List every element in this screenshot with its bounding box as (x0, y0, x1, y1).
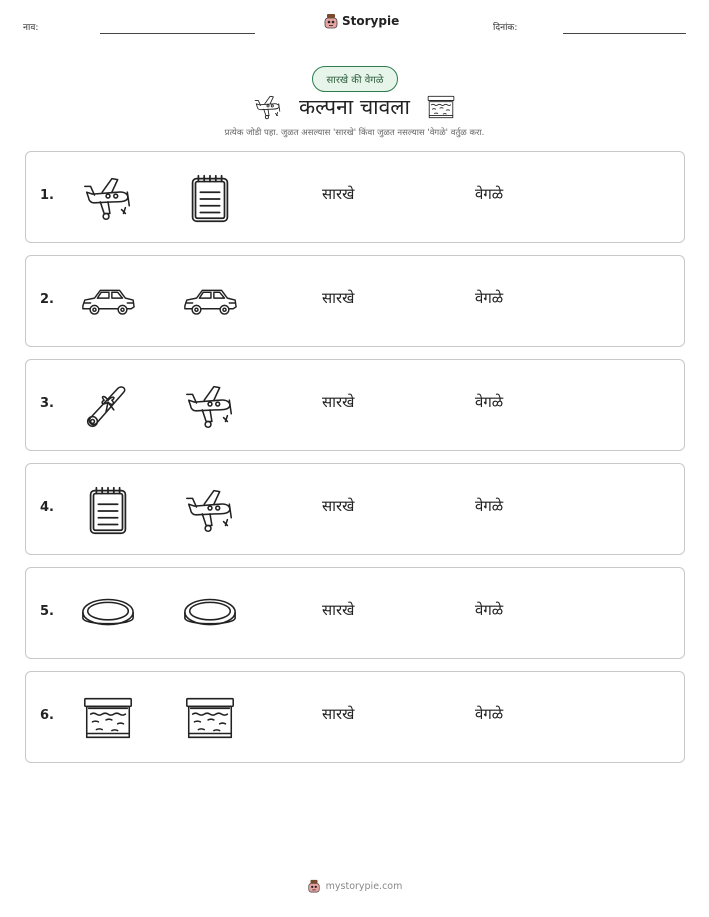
left-picture (79, 690, 137, 746)
option-same[interactable]: सारखे (322, 601, 355, 619)
row-number: 6. (40, 708, 54, 723)
left-picture (79, 170, 137, 226)
aquarium-icon (79, 690, 137, 746)
row-number: 3. (40, 396, 54, 411)
brand-logo (323, 13, 399, 29)
option-different[interactable]: वेगळे (475, 289, 504, 307)
name-line[interactable] (100, 33, 255, 34)
option-same[interactable]: सारखे (322, 393, 355, 411)
right-picture (181, 170, 239, 226)
brand-logo-icon (307, 879, 321, 893)
row-number: 2. (40, 292, 54, 307)
date-line[interactable] (563, 33, 686, 34)
right-picture (181, 690, 239, 746)
right-picture (181, 274, 239, 330)
exercise-row (25, 359, 685, 451)
airplane-icon (79, 170, 137, 226)
brand-logo-icon (323, 13, 339, 29)
option-same[interactable]: सारखे (322, 705, 355, 723)
brand-name: Storypie (342, 14, 400, 28)
airplane-icon (181, 378, 239, 434)
car-icon (181, 274, 239, 330)
right-picture (181, 378, 239, 434)
title-row (0, 92, 709, 122)
date-label: दिनांक: (493, 23, 518, 33)
option-different[interactable]: वेगळे (475, 185, 504, 203)
exercise-row (25, 671, 685, 763)
option-same[interactable]: सारखे (322, 185, 355, 203)
left-picture (79, 378, 137, 434)
row-number: 5. (40, 604, 54, 619)
exercise-row (25, 255, 685, 347)
row-number: 4. (40, 500, 54, 515)
ring-icon (181, 586, 239, 642)
airplane-icon (251, 92, 285, 122)
aquarium-icon (424, 92, 458, 122)
row-number: 1. (40, 188, 54, 203)
left-picture (79, 586, 137, 642)
exercise-row (25, 151, 685, 243)
ring-icon (79, 586, 137, 642)
footer (0, 879, 709, 893)
option-different[interactable]: वेगळे (475, 393, 504, 411)
notepad-icon (79, 482, 137, 538)
left-picture (79, 274, 137, 330)
topic-tag: सारखे की वेगळे (312, 66, 398, 92)
option-different[interactable]: वेगळे (475, 601, 504, 619)
right-picture (181, 586, 239, 642)
right-picture (181, 482, 239, 538)
car-icon (79, 274, 137, 330)
notepad-icon (181, 170, 239, 226)
page-title: कल्पना चावला (299, 95, 410, 119)
option-different[interactable]: वेगळे (475, 497, 504, 515)
left-picture (79, 482, 137, 538)
name-label: नाव: (23, 23, 39, 33)
instruction-text: प्रत्येक जोडी पहा. जुळत असल्यास 'सारखे' किंवा जुळत नसल्यास 'वेगळे' वर्तुळ करा. (224, 128, 485, 138)
option-same[interactable]: सारखे (322, 289, 355, 307)
aquarium-icon (181, 690, 239, 746)
airplane-icon (181, 482, 239, 538)
worksheet-header (0, 0, 709, 50)
footer-url: mystorypie.com (325, 880, 403, 892)
exercise-row (25, 463, 685, 555)
option-different[interactable]: वेगळे (475, 705, 504, 723)
exercise-row (25, 567, 685, 659)
scroll-icon (79, 378, 137, 434)
option-same[interactable]: सारखे (322, 497, 355, 515)
